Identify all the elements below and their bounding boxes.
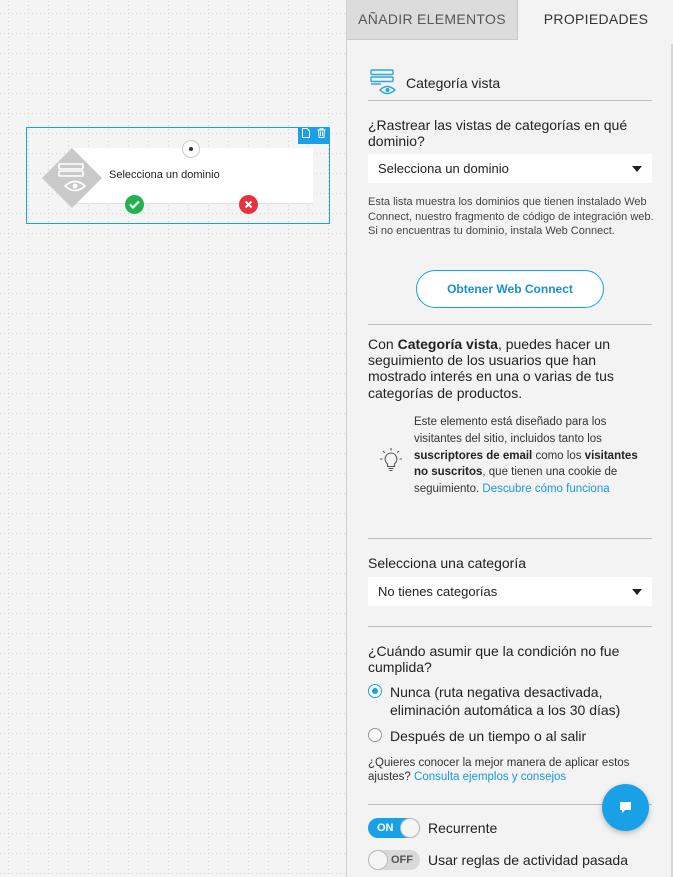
category-view-icon [370, 68, 398, 96]
past-activity-toggle[interactable] [368, 850, 420, 870]
toggle-state: ON [377, 822, 394, 834]
condition-question: ¿Cuándo asumir que la condición no fue cumplida? [368, 643, 620, 675]
caret-down-icon [632, 589, 642, 595]
tab-add-elements[interactable]: AÑADIR ELEMENTOS [347, 0, 518, 40]
domain-question: ¿Rastrear las vistas de categorías en qué dominio? [368, 117, 628, 149]
toggle-knob [400, 818, 420, 838]
copy-icon[interactable] [302, 128, 310, 144]
radio-label: Nunca (ruta negativa desactivada, eliminación automática a los 30 días) [390, 684, 621, 718]
caret-down-icon [632, 166, 642, 172]
divider [368, 626, 652, 627]
divider [368, 538, 652, 539]
recurrent-toggle[interactable] [368, 818, 420, 838]
tab-properties[interactable]: PROPIEDADES [518, 0, 673, 40]
domain-select-value: Selecciona un dominio [378, 161, 509, 176]
node-label: Selecciona un dominio [109, 169, 220, 181]
domain-select[interactable] [368, 154, 652, 183]
past-activity-label: Usar reglas de actividad pasada [428, 852, 629, 868]
radio-unselected[interactable] [368, 728, 382, 742]
node-toolbar [298, 128, 329, 144]
no-path-connector[interactable] [239, 195, 258, 214]
category-select-value: No tienes categorías [378, 584, 498, 599]
properties-panel [346, 0, 673, 877]
lightbulb-icon [379, 447, 403, 473]
category-label: Selecciona una categoría [368, 555, 526, 571]
category-view-icon [42, 148, 102, 208]
chat-button[interactable] [602, 784, 649, 831]
recurrent-label: Recurrente [428, 820, 498, 836]
yes-path-connector[interactable] [125, 195, 144, 214]
info-note: Este elemento está diseñado para los visitantes del sitio, incluidos tanto los suscriptores de email como los visitantes no suscritos, que tienen una cookie de seguimiento. Descubre cómo funciona [414, 416, 638, 496]
element-description: Con Categoría vista, puedes hacer un seguimiento de los usuarios que han mostrado interés en una o varias de tus categorías de productos. [368, 336, 614, 401]
node-input-connector[interactable] [182, 140, 200, 158]
radio-label: Después de un tiempo o al salir [390, 728, 587, 744]
tips-text: ¿Quieres conocer la mejor manera de aplicar estos ajustes? Consulta ejemplos y consejos [368, 757, 630, 783]
panel-tabs [347, 0, 673, 40]
element-title: Categoría vista [406, 75, 501, 91]
radio-selected[interactable] [368, 684, 382, 698]
trash-icon[interactable] [317, 128, 326, 144]
toggle-state: OFF [391, 854, 413, 866]
examples-tips-link[interactable]: Consulta ejemplos y consejos [414, 771, 567, 783]
divider [368, 100, 652, 101]
category-select[interactable] [368, 577, 652, 606]
divider [368, 324, 652, 325]
learn-how-link[interactable]: Descubre cómo funciona [482, 483, 610, 496]
chat-icon [617, 800, 634, 816]
get-web-connect-button[interactable]: Obtener Web Connect [416, 270, 604, 308]
toggle-knob [368, 850, 388, 870]
domain-help-text: Esta lista muestra los dominios que tienen instalado Web Connect, nuestro fragmento de código de integración web. Si no encuentras tu dominio, instala Web Connect. [368, 196, 654, 237]
